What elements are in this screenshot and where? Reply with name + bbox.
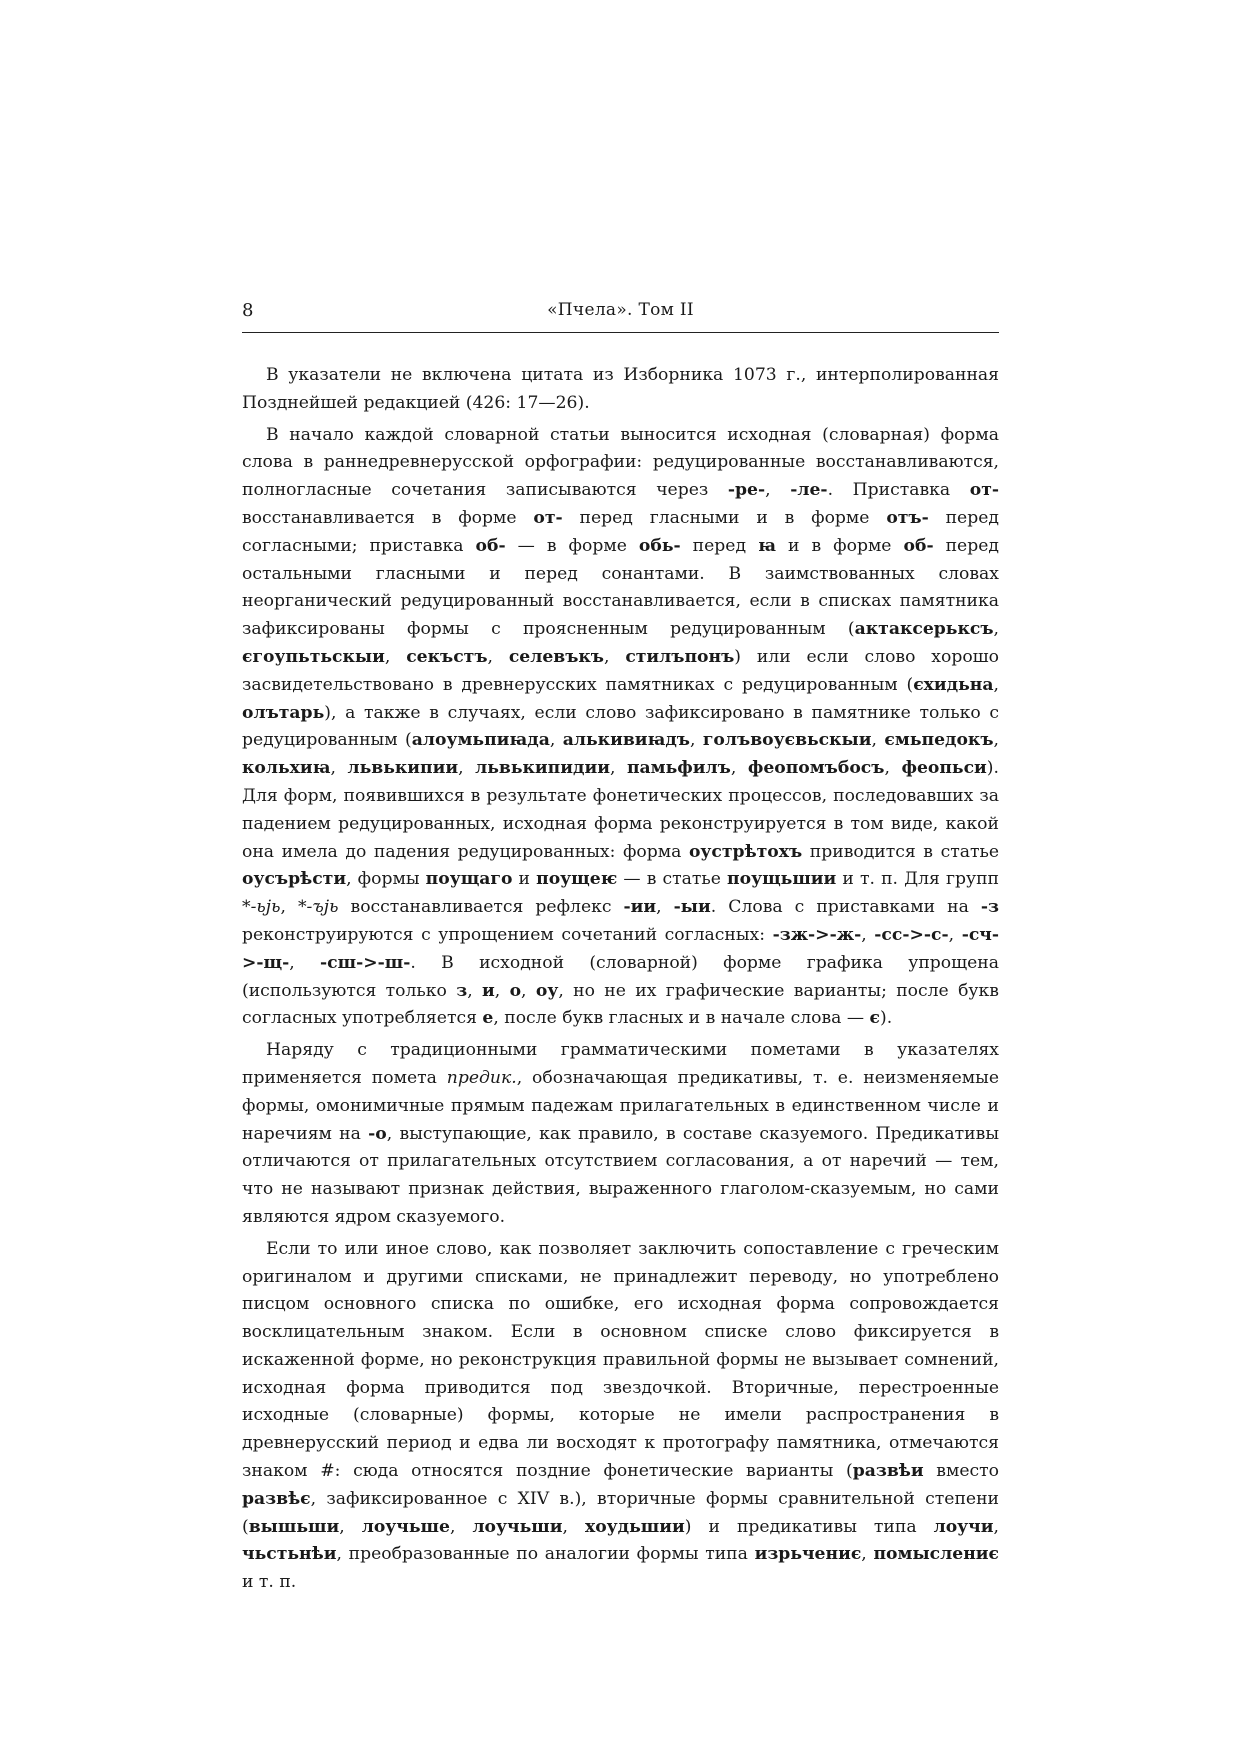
text-run: , [948,924,962,945]
text-run: ) или если слово хорошо засвидетельствовано в древнерусских памятниках с редуцированным ( [242,646,999,695]
text-run: — в форме [505,535,639,556]
text-run: , [458,758,476,779]
text-run: В начало каждой словарной статьи выносится исходная (словарная) форма слова в раннедревнерусской орфографии: редуцированные восстанавливаются, полногласные сочетания записываются через [242,424,999,501]
text-run: , преобразованные по аналогии формы типа [336,1544,755,1565]
bold-term: обь- [638,535,681,556]
page-header [242,298,999,333]
text-run: , [339,1516,362,1537]
bold-term: развѣи [852,1461,924,1482]
bold-term: -сч->-щ- [242,924,999,973]
text-run: . Слова с приставками на [710,897,981,918]
text-run: и [512,869,537,890]
text-run: , [289,952,321,973]
text-run: и т. п. Для групп * [242,869,1000,918]
paragraph [242,362,999,418]
text-run: , обозначающая предикативы, т. е. неизменяемые формы, омонимичные прямым падежам прилагательных в единственном числе и наречиям на [242,1067,999,1144]
bold-term: и [482,980,495,1001]
text-run: В указатели не включена цитата из Изборника 1073 г., интерполированная Позднейшей редакцией (426: 17—26). [242,365,999,413]
text-run: и т. п. [242,1572,297,1593]
text-run: , [330,758,348,779]
bold-term: актаксерьксъ [854,619,994,640]
text-run: . Приставка [827,480,970,501]
text-run: ) и предикативы типа [684,1516,934,1537]
text-run: , но не их графические варианты; после букв согласных употребляется [242,980,999,1029]
bold-term: -ии [623,897,657,918]
bold-term: феопомъбосъ [747,758,885,779]
bold-term: алоумьпиꙗда [411,730,550,751]
bold-term: оустрѣтохъ [688,841,803,862]
bold-term: львькипидии [475,758,610,779]
text-run: Если то или иное слово, как позволяет заключить сопоставление с греческим оригиналом и другими списками, не принадлежит переводу, но употреблено писцом основного списка по ошибке, его исходная форма сопровождается восклицательным знаком. Если в основном списке слово фиксируется в искаженной форме, но реконструкция правильной формы не вызывает сомнений, исходная форма приводится под звездочкой. Вторичные, перестроенные исходные (словарные) формы, которые не имели распространения в древнерусский период и едва ли восходят к протографу памятника, отмечаются знаком #: сюда относятся поздние фонетические варианты ( [242,1238,999,1482]
bold-term: -ре- [727,480,766,501]
text-run: , [549,730,563,751]
bold-term: алькивиꙗдъ [562,730,690,751]
bold-term: изрьчениє [754,1544,862,1565]
bold-term: от- [533,507,563,528]
bold-term: вышьши [248,1516,340,1537]
bold-term: з [456,980,468,1001]
paragraph [242,1236,999,1597]
bold-term: -ле- [790,480,828,501]
text-run: реконструируются с упрощением сочетаний согласных: [242,924,773,945]
bold-term: чьстьнѣи [242,1544,337,1565]
text-run: , [384,646,407,667]
bold-term: єхидьна [913,674,994,695]
text-run: , [993,619,999,640]
text-run: , [449,1516,473,1537]
italic-term: предик. [446,1067,517,1088]
bold-term: хоудьшии [584,1516,685,1537]
text-run: , [609,758,627,779]
text-run: перед [680,535,759,556]
text-run: , [730,758,748,779]
italic-term: -ьјь [250,897,281,918]
text-run: Наряду с традиционными грамматическими пометами в указателях применяется помета [242,1040,999,1088]
bold-term: кольхиꙗ [242,758,331,779]
bold-term: об- [475,535,506,556]
bold-term: поущеѥ [536,869,618,890]
text-run: , зафиксированное с XIV в.), вторичные формы сравнительной степени ( [242,1488,999,1537]
text-run: перед гласными и в форме [562,507,887,528]
bold-term: от- [969,480,1000,501]
text-run: восстанавливается рефлекс [338,897,624,918]
text-run: , [884,758,902,779]
text-run: ). [880,1008,893,1029]
bold-term: лоучи [933,1516,994,1537]
bold-term: поущьшии [727,869,837,890]
bold-term: феопьси [901,758,987,779]
text-run: , [861,924,875,945]
text-run: приводится в статье [802,841,999,862]
text-run: , [765,480,791,501]
bold-term: львькипии [347,758,459,779]
bold-term: оусърѣсти [242,869,347,890]
bold-term: є [869,1008,880,1029]
running-title: «Пчела». Том II [547,300,694,320]
bold-term: -о [368,1123,387,1144]
bold-term: -зж->-ж- [772,924,862,945]
page-number: 8 [242,300,254,321]
text-run: , после букв гласных и в начале слова — [493,1008,870,1029]
italic-term: -ъјь [306,897,339,918]
text-run: перед согласными; приставка [242,507,999,556]
bold-term: селевъкъ [508,646,604,667]
page-body [242,362,999,1601]
text-run: ). Для форм, появившихся в результате фонетических процессов, последовавших за падением редуцированных, исходная форма реконструируется в том виде, какой она имела до падения редуцированных: форма [242,758,999,862]
bold-term: об- [903,535,934,556]
text-run: , [562,1516,585,1537]
text-run: , [494,980,510,1001]
text-run: ), а также в случаях, если слово зафиксировано в памятнике только с редуцированным ( [242,702,999,751]
bold-term: секъстъ [406,646,488,667]
bold-term: -з [980,897,999,918]
text-run: — в статье [617,869,728,890]
text-run: , выступающие, как правило, в составе сказуемого. Предикативы отличаются от прилагательных отсутствием согласования, а от наречий — тем, что не называют признак действия, выраженного глаголом-сказуемым, но сами являются ядром сказуемого. [242,1123,999,1227]
text-run: вместо [923,1461,999,1482]
bold-term: помыслениє [873,1544,999,1565]
bold-term: е [482,1008,494,1029]
text-run: , [993,674,999,695]
text-run: , [521,980,536,1001]
text-run: , [993,730,999,751]
text-run: , [993,1516,999,1537]
text-run: , * [280,897,307,918]
bold-term: отъ- [886,507,929,528]
text-run: , формы [346,869,426,890]
bold-term: оу [535,980,559,1001]
bold-term: лоучьши [472,1516,563,1537]
text-run: , [871,730,885,751]
bold-term: лоучьше [361,1516,450,1537]
bold-term: ємьпедокъ [884,730,994,751]
paragraph [242,422,999,1034]
bold-term: голъвоуєвьскыи [702,730,872,751]
text-run: , [467,980,483,1001]
bold-term: поущаго [425,869,513,890]
bold-term: развѣє [242,1488,311,1509]
text-run: , [861,1544,874,1565]
bold-term: ꙗ [758,535,776,556]
bold-term: стилъпонъ [625,646,735,667]
bold-term: -сш->-ш- [320,952,411,973]
bold-term: олътарь [242,702,325,723]
text-run: , [656,897,674,918]
text-run: и в форме [775,535,904,556]
text-run: перед остальными гласными и перед сонантами. В заимствованных словах неорганический редуцированный восстанавливается, если в списках памятника зафиксированы формы с проясненным редуцированным ( [242,535,999,640]
text-run: восстанавливается в форме [242,507,534,528]
bold-term: о [509,980,522,1001]
text-run: . В исходной (словарной) форме графика упрощена (используются только [242,952,999,1001]
bold-term: памьфилъ [626,758,731,779]
text-run: , [487,646,509,667]
bold-term: -ыи [673,897,711,918]
text-run: , [604,646,626,667]
bold-term: єгоупьтьскыи [242,646,385,667]
text-run: , [690,730,703,751]
bold-term: -сс->-с- [874,924,949,945]
paragraph [242,1037,999,1232]
